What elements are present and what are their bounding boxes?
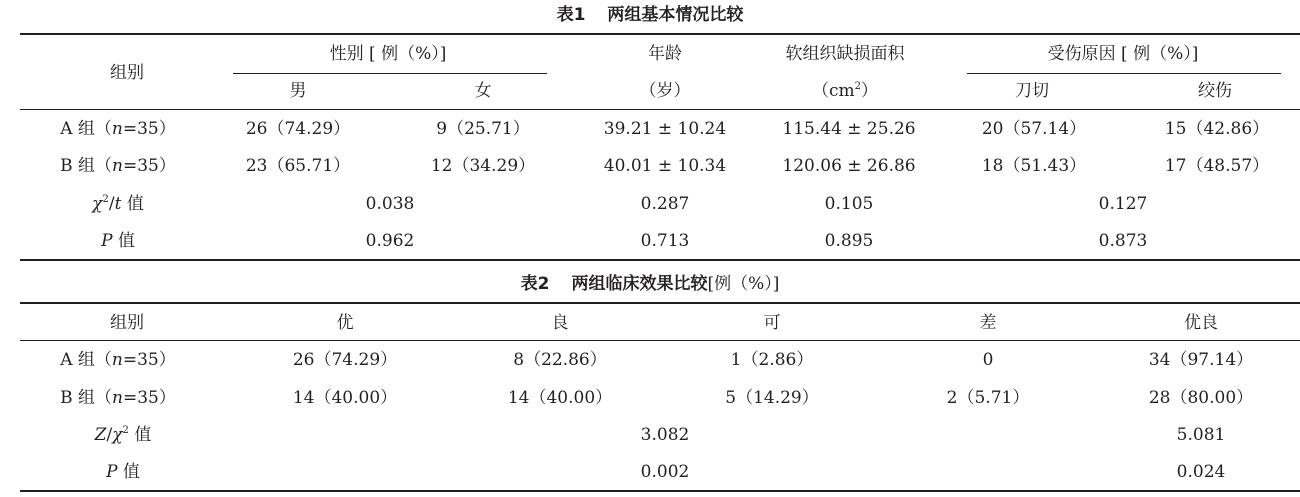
table2-rowB-group: B 组（n=35） <box>60 388 176 408</box>
table2-rowB-rate: 28（80.00） <box>1148 388 1254 408</box>
table1-rowB-male: 23（65.71） <box>245 156 351 176</box>
table1-stat-label: $\chi^2/t$ 值 <box>92 194 144 214</box>
table2-header-excellent: 优 <box>336 313 354 333</box>
table2-header-fair: 可 <box>763 313 781 333</box>
table1-rowB-age: 40.01 ± 10.34 <box>603 156 727 176</box>
table1-p-area: 0.895 <box>824 231 874 251</box>
table1-rowB-group: B 组（n=35） <box>60 156 176 176</box>
table1-header-twist: 绞伤 <box>1198 81 1232 101</box>
table2-header-group: 组别 <box>110 313 144 333</box>
table1-sex-subrule <box>233 73 547 74</box>
table1-caption <box>0 4 1300 26</box>
table1-header-age: 年龄 <box>648 44 682 64</box>
table1-header-group: 组别 <box>110 63 144 83</box>
table1-rowB-twist: 17（48.57） <box>1164 156 1270 176</box>
table1-top-rule <box>20 33 1300 35</box>
table1-header-knife: 刀切 <box>1015 81 1049 101</box>
table2-header-good: 良 <box>551 313 569 333</box>
table2-rowA-poor: 0 <box>982 350 994 370</box>
table1-header-area: 软组织缺损面积 <box>785 44 905 64</box>
table2-rowB-poor: 2（5.71） <box>946 388 1030 408</box>
table2-header-rule <box>20 340 1300 341</box>
table2-p-rate: 0.024 <box>1176 462 1226 482</box>
table1-stat-sex: 0.038 <box>365 194 415 214</box>
table2-stat-rate: 5.081 <box>1176 425 1226 445</box>
table1-rowB-female: 12（34.29） <box>430 156 536 176</box>
table2-caption-number: 表2 <box>520 274 550 294</box>
table2-header-rate: 优良 <box>1184 313 1218 333</box>
table2-rowB-excellent: 14（40.00） <box>292 388 398 408</box>
table1-caption-title: 两组基本情况比较 <box>607 5 744 25</box>
table2-caption <box>0 273 1300 295</box>
table1-rowA-twist: 15（42.86） <box>1164 119 1270 139</box>
table2-stat-main: 3.082 <box>640 425 690 445</box>
table1-cause-subrule <box>967 73 1281 74</box>
table1-rowB-knife: 18（51.43） <box>981 156 1087 176</box>
table1-stat-cause: 0.127 <box>1098 194 1148 214</box>
table1-header-sex: 性别 [ 例（%）] <box>329 44 447 64</box>
table1-bottom-rule <box>20 259 1300 261</box>
table2-rowB-fair: 5（14.29） <box>725 388 819 408</box>
table1-rowA-area: 115.44 ± 25.26 <box>782 119 916 139</box>
table2-stat-label: $Z/\chi^2$ 值 <box>94 425 152 445</box>
table1-rowA-male: 26（74.29） <box>245 119 351 139</box>
table1-stat-age: 0.287 <box>640 194 690 214</box>
table1-header-female: 女 <box>474 81 492 101</box>
table1-rowA-group: A 组（n=35） <box>60 119 176 139</box>
table1-rowB-area: 120.06 ± 26.86 <box>782 156 916 176</box>
table2-caption-unit: [例（%）] <box>707 274 780 294</box>
table1-caption-number: 表1 <box>556 5 586 25</box>
table2-p-main: 0.002 <box>640 462 690 482</box>
table1-p-cause: 0.873 <box>1098 231 1148 251</box>
table1-header-area-unit: $(cm^2)$ <box>811 81 879 101</box>
table1-p-label: P 值 <box>101 231 135 251</box>
table1-header-male: 男 <box>289 81 307 101</box>
table2-rowA-rate: 34（97.14） <box>1148 350 1254 370</box>
table1-header-rule <box>20 109 1300 110</box>
table2-rowB-good: 14（40.00） <box>507 388 613 408</box>
table2-rowA-excellent: 26（74.29） <box>292 350 398 370</box>
table1-p-sex: 0.962 <box>365 231 415 251</box>
table1-header-cause: 受伤原因 [ 例（%）] <box>1047 44 1199 64</box>
table2-caption-title: 两组临床效果比较 <box>571 274 708 294</box>
table2-rowA-fair: 1（2.86） <box>730 350 814 370</box>
table1-rowA-knife: 20（57.14） <box>981 119 1087 139</box>
table2-top-rule <box>20 302 1300 304</box>
table2-header-poor: 差 <box>979 313 997 333</box>
table2-bottom-rule <box>20 490 1300 492</box>
table1-header-age-unit: （岁） <box>639 81 691 101</box>
table1-rowA-female: 9（25.71） <box>436 119 530 139</box>
table1-p-age: 0.713 <box>640 231 690 251</box>
table1-rowA-age: 39.21 ± 10.24 <box>603 119 727 139</box>
table1-stat-area: 0.105 <box>824 194 874 214</box>
table2-rowA-good: 8（22.86） <box>513 350 607 370</box>
table2-rowA-group: A 组（n=35） <box>60 350 176 370</box>
table2-p-label: P 值 <box>106 462 140 482</box>
